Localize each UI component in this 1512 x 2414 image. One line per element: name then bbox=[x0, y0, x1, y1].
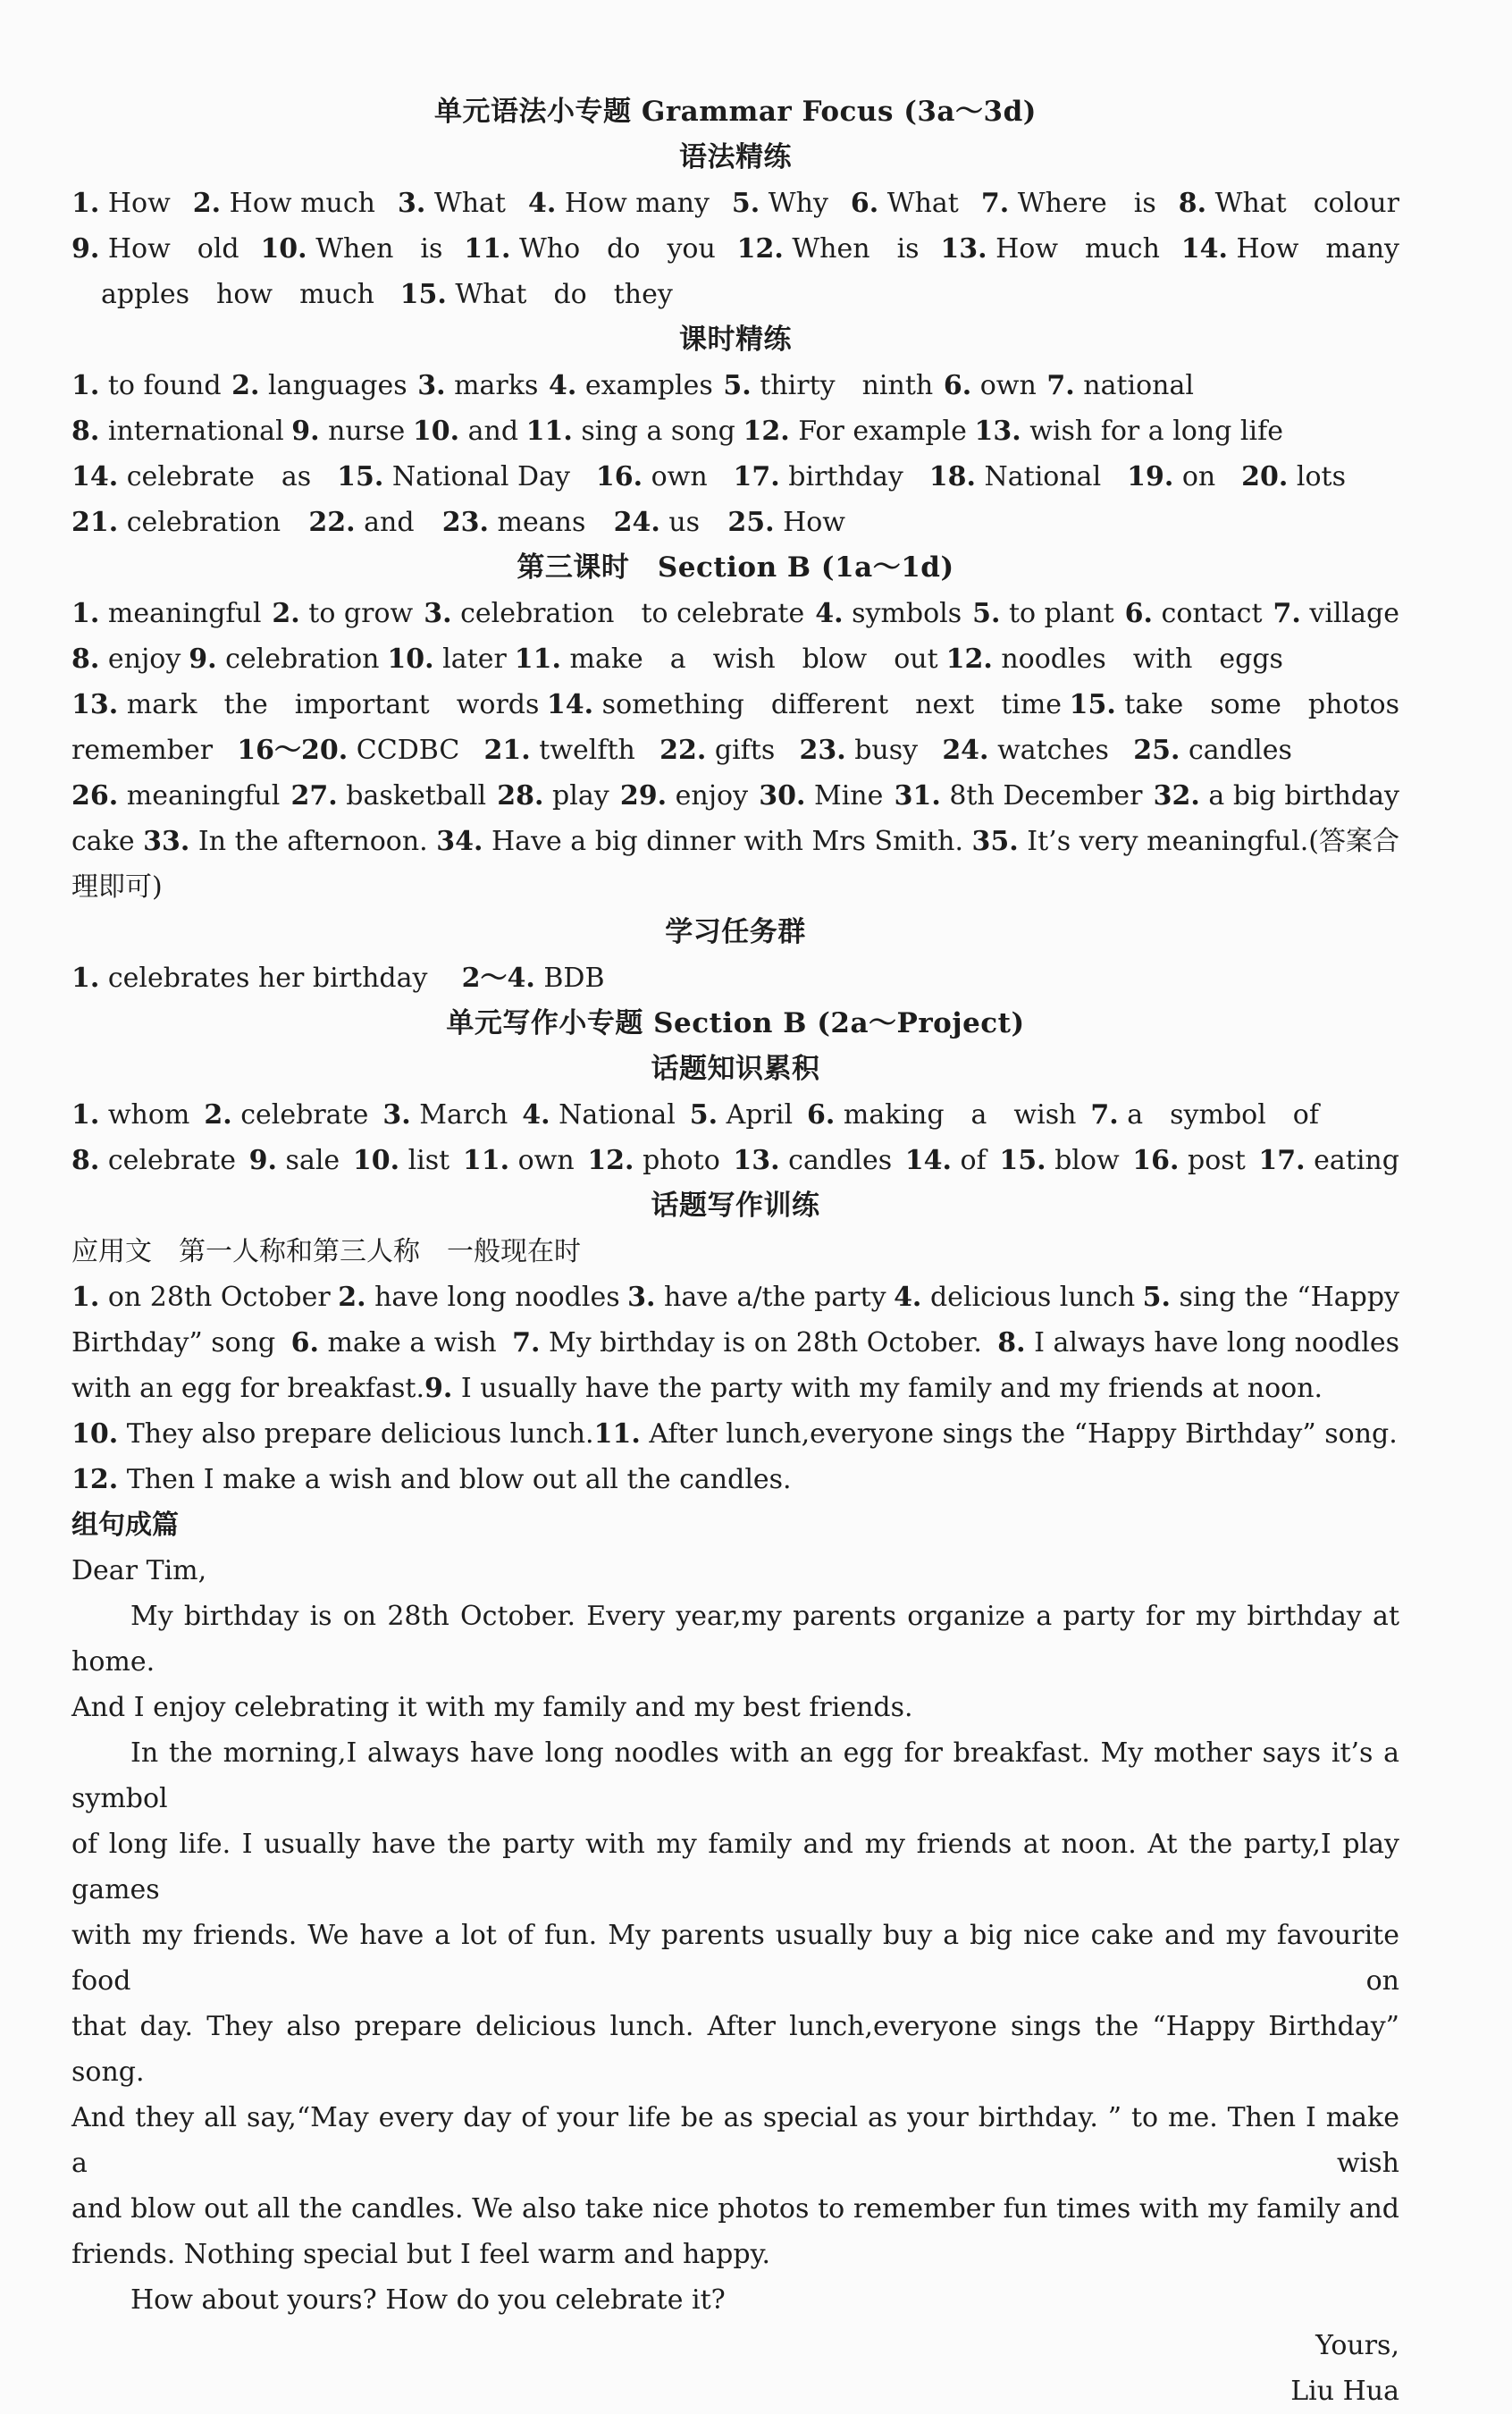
answer-note: 理即可) bbox=[71, 871, 163, 903]
answer-item: 10. They also prepare delicious lunch. bbox=[71, 1418, 594, 1450]
answer-row bbox=[71, 1366, 1399, 1411]
answer-item-continued: apples how much bbox=[101, 279, 374, 310]
answer-row bbox=[71, 272, 1399, 317]
answer-item: 30. Mine bbox=[759, 780, 884, 812]
answer-row bbox=[71, 226, 1399, 272]
answer-item: 1. to found bbox=[71, 370, 222, 401]
answer-item: 11. make a wish blow out bbox=[514, 643, 938, 675]
answer-row bbox=[71, 500, 1399, 545]
answer-item: 16. post bbox=[1132, 1145, 1246, 1176]
answer-row bbox=[71, 408, 1399, 454]
answer-item: 18. National bbox=[928, 461, 1102, 492]
answer-item: 6. What bbox=[850, 188, 959, 219]
answer-item-continued: remember bbox=[71, 735, 214, 766]
answer-item: 13. How much bbox=[940, 233, 1160, 265]
answer-row bbox=[71, 819, 1399, 864]
answer-item-continued: with an egg for breakfast. bbox=[71, 1373, 425, 1404]
answer-item: 9. sale bbox=[248, 1145, 340, 1176]
answer-item: 25. candles bbox=[1133, 735, 1292, 766]
answer-item: 32. a big birthday bbox=[1153, 780, 1399, 812]
answer-item: 6. make a wish bbox=[290, 1327, 497, 1358]
answer-item: 2～4. BDB bbox=[461, 963, 605, 994]
topic-writing-heading: 话题写作训练 bbox=[651, 1190, 820, 1222]
answer-item: 2. have long noodles bbox=[338, 1282, 620, 1313]
answer-item: 12. photo bbox=[587, 1145, 720, 1176]
answer-row bbox=[71, 363, 1399, 408]
answer-item: 11. Who do you bbox=[464, 233, 716, 265]
letter-paragraph-line: friends. Nothing special but I feel warm and happy. bbox=[71, 2239, 771, 2270]
answer-row bbox=[71, 1411, 1399, 1457]
answer-item: 23. means bbox=[441, 507, 586, 538]
answer-item: 29. enjoy bbox=[619, 780, 749, 812]
answer-row bbox=[71, 454, 1399, 500]
letter-paragraph-line: My birthday is on 28th October. Every year,my parents organize a party for my birthday at home. bbox=[71, 1601, 1399, 1678]
answer-row bbox=[71, 1274, 1399, 1320]
answer-item: 25. How bbox=[727, 507, 845, 538]
answer-item: 8. enjoy bbox=[71, 643, 181, 675]
answer-row bbox=[71, 1092, 1399, 1138]
answer-item: 3. What bbox=[398, 188, 506, 219]
answer-item: 7. a symbol of bbox=[1090, 1099, 1319, 1131]
answer-item: 13. wish for a long life bbox=[974, 416, 1283, 447]
answer-item: 4. delicious lunch bbox=[894, 1282, 1136, 1313]
answer-item: 16～20. CCDBC bbox=[237, 735, 460, 766]
answer-item: 8. celebrate bbox=[71, 1145, 237, 1176]
answer-item: 3. marks bbox=[417, 370, 539, 401]
answer-item: 8. What colour bbox=[1178, 188, 1399, 219]
task-group-heading: 学习任务群 bbox=[665, 916, 806, 948]
answer-item: 35. It’s very meaningful.(答案合 bbox=[971, 826, 1399, 857]
answer-item: 27. basketball bbox=[290, 780, 487, 812]
answer-item: 5. to plant bbox=[972, 598, 1114, 629]
answer-item: 4. How many bbox=[527, 188, 710, 219]
answer-item: 4. symbols bbox=[815, 598, 962, 629]
answer-item-continued: cake bbox=[71, 826, 135, 857]
answer-row bbox=[71, 955, 1399, 1001]
letter-paragraph-line: and blow out all the candles. We also take nice photos to remember fun times with my family and bbox=[71, 2193, 1399, 2225]
answer-item: 24. watches bbox=[942, 735, 1109, 766]
letter-greeting: Dear Tim, bbox=[71, 1555, 207, 1586]
answer-item: 12. Then I make a wish and blow out all the candles. bbox=[71, 1464, 792, 1495]
answer-item: 7. village bbox=[1273, 598, 1399, 629]
answer-item: 1. meaningful bbox=[71, 598, 262, 629]
answer-row bbox=[71, 591, 1399, 636]
letter-paragraph-line: And they all say,“May every day of your life be as special as your birthday. ” to me. Then I make a wish bbox=[71, 2102, 1399, 2179]
answer-item: 16. own bbox=[595, 461, 708, 492]
answer-item: 22. and bbox=[308, 507, 415, 538]
answer-item: 20. lots bbox=[1241, 461, 1346, 492]
answer-item: 15. blow bbox=[999, 1145, 1120, 1176]
answer-item: 17. eating bbox=[1258, 1145, 1399, 1176]
lesson-practice-heading: 课时精练 bbox=[679, 324, 792, 356]
answer-item: 19. on bbox=[1127, 461, 1216, 492]
letter-closing: Yours, bbox=[1315, 2330, 1399, 2361]
answer-item-continued: Birthday” song bbox=[71, 1327, 276, 1358]
answer-row bbox=[71, 1138, 1399, 1183]
answer-item: 10. later bbox=[387, 643, 507, 675]
writing-type-line: 应用文 第一人称和第三人称 一般现在时 bbox=[71, 1236, 581, 1267]
answer-item: 2. How much bbox=[192, 188, 375, 219]
answer-item: 4. examples bbox=[548, 370, 713, 401]
letter-paragraph-line: that day. They also prepare delicious lunch. After lunch,everyone sings the “Happy Birthday” song. bbox=[71, 2011, 1399, 2088]
answer-item: 21. twelfth bbox=[483, 735, 635, 766]
answer-item: 34. Have a big dinner with Mrs Smith. bbox=[436, 826, 963, 857]
answer-item: 6. making a wish bbox=[807, 1099, 1077, 1131]
answer-item: 10. When is bbox=[260, 233, 443, 265]
letter-paragraph-line: How about yours? How do you celebrate it? bbox=[130, 2284, 726, 2316]
answer-item: 11. sing a song bbox=[525, 416, 735, 447]
answer-item: 1. How bbox=[71, 188, 171, 219]
answer-row bbox=[71, 636, 1399, 682]
letter-paragraph-line: In the morning,I always have long noodles with an egg for breakfast. My mother says it’s a symbol bbox=[71, 1737, 1399, 1814]
answer-item: 12. noodles with eggs bbox=[945, 643, 1283, 675]
answer-item: 23. busy bbox=[799, 735, 919, 766]
letter-signature: Liu Hua bbox=[1290, 2376, 1399, 2407]
answer-item: 5. sing the “Happy bbox=[1142, 1282, 1399, 1313]
answer-item: 6. own bbox=[943, 370, 1037, 401]
answer-item: 15. take some photos bbox=[1069, 689, 1399, 720]
answer-item: 24. us bbox=[613, 507, 701, 538]
answer-item: 9. How old bbox=[71, 233, 239, 265]
answer-item: 7. national bbox=[1046, 370, 1194, 401]
answer-item: 1. on 28th October bbox=[71, 1282, 331, 1313]
answer-item: 14. of bbox=[904, 1145, 987, 1176]
answer-item: 15. What do they bbox=[399, 279, 673, 310]
answer-item: 10. list bbox=[352, 1145, 450, 1176]
letter-paragraph-line: And I enjoy celebrating it with my family and my best friends. bbox=[71, 1692, 913, 1723]
answer-item: 4. National bbox=[522, 1099, 676, 1131]
answer-item: 11. After lunch,everyone sings the “Happy Birthday” song. bbox=[593, 1418, 1398, 1450]
letter-paragraph-line: of long life. I usually have the party with my family and my friends at noon. At the party,I play games bbox=[71, 1829, 1399, 1905]
answer-item: 28. play bbox=[497, 780, 609, 812]
answer-row bbox=[71, 1457, 1399, 1502]
letter-paragraph-line: with my friends. We have a lot of fun. My parents usually buy a big nice cake and my favourite food on bbox=[71, 1920, 1399, 1997]
answer-item: 3. celebration to celebrate bbox=[424, 598, 805, 629]
answer-item: 9. celebration bbox=[189, 643, 380, 675]
answer-item: 5. April bbox=[689, 1099, 794, 1131]
answer-item: 11. own bbox=[462, 1145, 575, 1176]
answer-item: 7. Where is bbox=[980, 188, 1156, 219]
answer-item: 33. In the afternoon. bbox=[143, 826, 428, 857]
answer-item: 1. whom bbox=[71, 1099, 190, 1131]
answer-item: 3. have a/the party bbox=[627, 1282, 886, 1313]
answer-item: 9. nurse bbox=[291, 416, 406, 447]
answer-item: 14. celebrate as bbox=[71, 461, 312, 492]
answer-item: 2. celebrate bbox=[204, 1099, 369, 1131]
writing-focus-title: 单元写作小专题 Section B (2a～Project) bbox=[446, 1007, 1025, 1039]
answer-item: 21. celebration bbox=[71, 507, 281, 538]
answer-row bbox=[71, 682, 1399, 728]
answer-item: 8. international bbox=[71, 416, 284, 447]
answer-item: 15. National Day bbox=[337, 461, 570, 492]
answer-row bbox=[71, 728, 1399, 773]
answer-item: 10. and bbox=[412, 416, 519, 447]
answer-item: 13. mark the important words bbox=[71, 689, 540, 720]
grammar-practice-heading: 语法精练 bbox=[679, 141, 792, 173]
answer-item: 22. gifts bbox=[659, 735, 776, 766]
answer-item: 2. languages bbox=[231, 370, 407, 401]
answer-item: 5. Why bbox=[731, 188, 828, 219]
answer-item: 5. thirty ninth bbox=[723, 370, 934, 401]
answer-item: 2. to grow bbox=[272, 598, 414, 629]
answer-item: 6. contact bbox=[1124, 598, 1263, 629]
answer-item: 31. 8th December bbox=[894, 780, 1143, 812]
answer-item: 14. How many bbox=[1180, 233, 1399, 265]
answer-item: 8. I always have long noodles bbox=[997, 1327, 1399, 1358]
answer-item: 26. meaningful bbox=[71, 780, 281, 812]
answer-item: 12. For example bbox=[743, 416, 967, 447]
answer-item: 3. March bbox=[382, 1099, 508, 1131]
answer-item: 7. My birthday is on 28th October. bbox=[512, 1327, 982, 1358]
answer-row bbox=[71, 773, 1399, 819]
lesson3-title: 第三课时 Section B (1a～1d) bbox=[517, 551, 954, 584]
answer-item: 14. something different next time bbox=[546, 689, 1063, 720]
compose-essay-heading: 组句成篇 bbox=[71, 1510, 179, 1541]
answer-item: 12. When is bbox=[736, 233, 920, 265]
answer-row bbox=[71, 181, 1399, 226]
answer-row bbox=[71, 1320, 1399, 1366]
answer-item: 13. candles bbox=[733, 1145, 893, 1176]
topic-knowledge-heading: 话题知识累积 bbox=[651, 1053, 820, 1085]
grammar-focus-title: 单元语法小专题 Grammar Focus (3a～3d) bbox=[434, 96, 1037, 128]
answer-item: 1. celebrates her birthday bbox=[71, 963, 428, 994]
answer-item: 9. I usually have the party with my family and my friends at noon. bbox=[424, 1373, 1323, 1404]
answer-item: 17. birthday bbox=[733, 461, 903, 492]
